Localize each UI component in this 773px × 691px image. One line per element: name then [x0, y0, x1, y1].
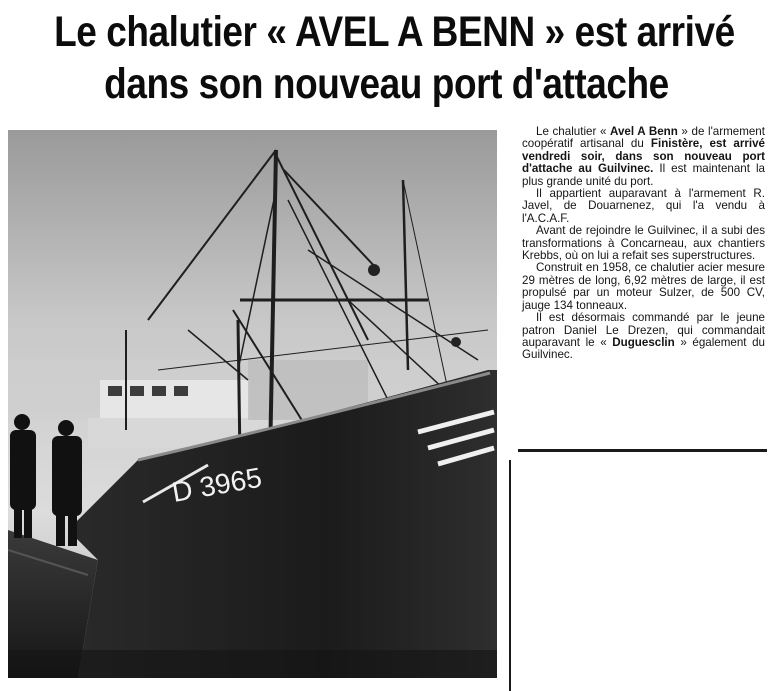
- column-rule-vertical: [509, 460, 511, 691]
- previous-vessel-name: Duguesclin: [612, 335, 675, 349]
- article-body: [522, 126, 765, 362]
- trawler-photo: [8, 130, 497, 678]
- headline-line-1: Le chalutier « AVEL A BENN » est arrivé: [54, 8, 735, 56]
- paragraph-5: Il est désormais commandé par le jeune patron Daniel Le Drezen, qui commandait auparavant le « Duguesclin » également du Guilvinec.: [522, 311, 765, 362]
- headline-line-2: dans son nouveau port d'attache: [104, 60, 669, 108]
- hull-registration: D 3965: [169, 461, 264, 508]
- paragraph-2: Il appartient auparavant à l'armement R. Javel, de Douarnenez, qui l'a vendu à l'A.C.A.F.: [522, 187, 765, 225]
- trawler-photo-illustration: [8, 130, 497, 678]
- paragraph-1: Le chalutier « Avel A Benn » de l'armement coopératif artisanal du Finistère, est arrivé vendredi soir, dans son nouveau port d'attache au Guilvinec. Il est maintenant la plus grande unité du port.: [522, 125, 765, 188]
- paragraph-3: Avant de rejoindre le Guilvinec, il a subi des transformations à Concarneau, aux chantiers Krebbs, où on lui a refait ses superstructures.: [522, 224, 765, 263]
- column-rule-horizontal: [518, 449, 767, 452]
- headline: [54, 6, 735, 110]
- vessel-name: Avel A Benn: [610, 125, 678, 138]
- paragraph-4: Construit en 1958, ce chalutier acier mesure 29 mètres de long, 6,92 mètres de large, il est propulsé par un moteur Sulzer, de 500 CV, jauge 134 tonneaux.: [522, 261, 765, 312]
